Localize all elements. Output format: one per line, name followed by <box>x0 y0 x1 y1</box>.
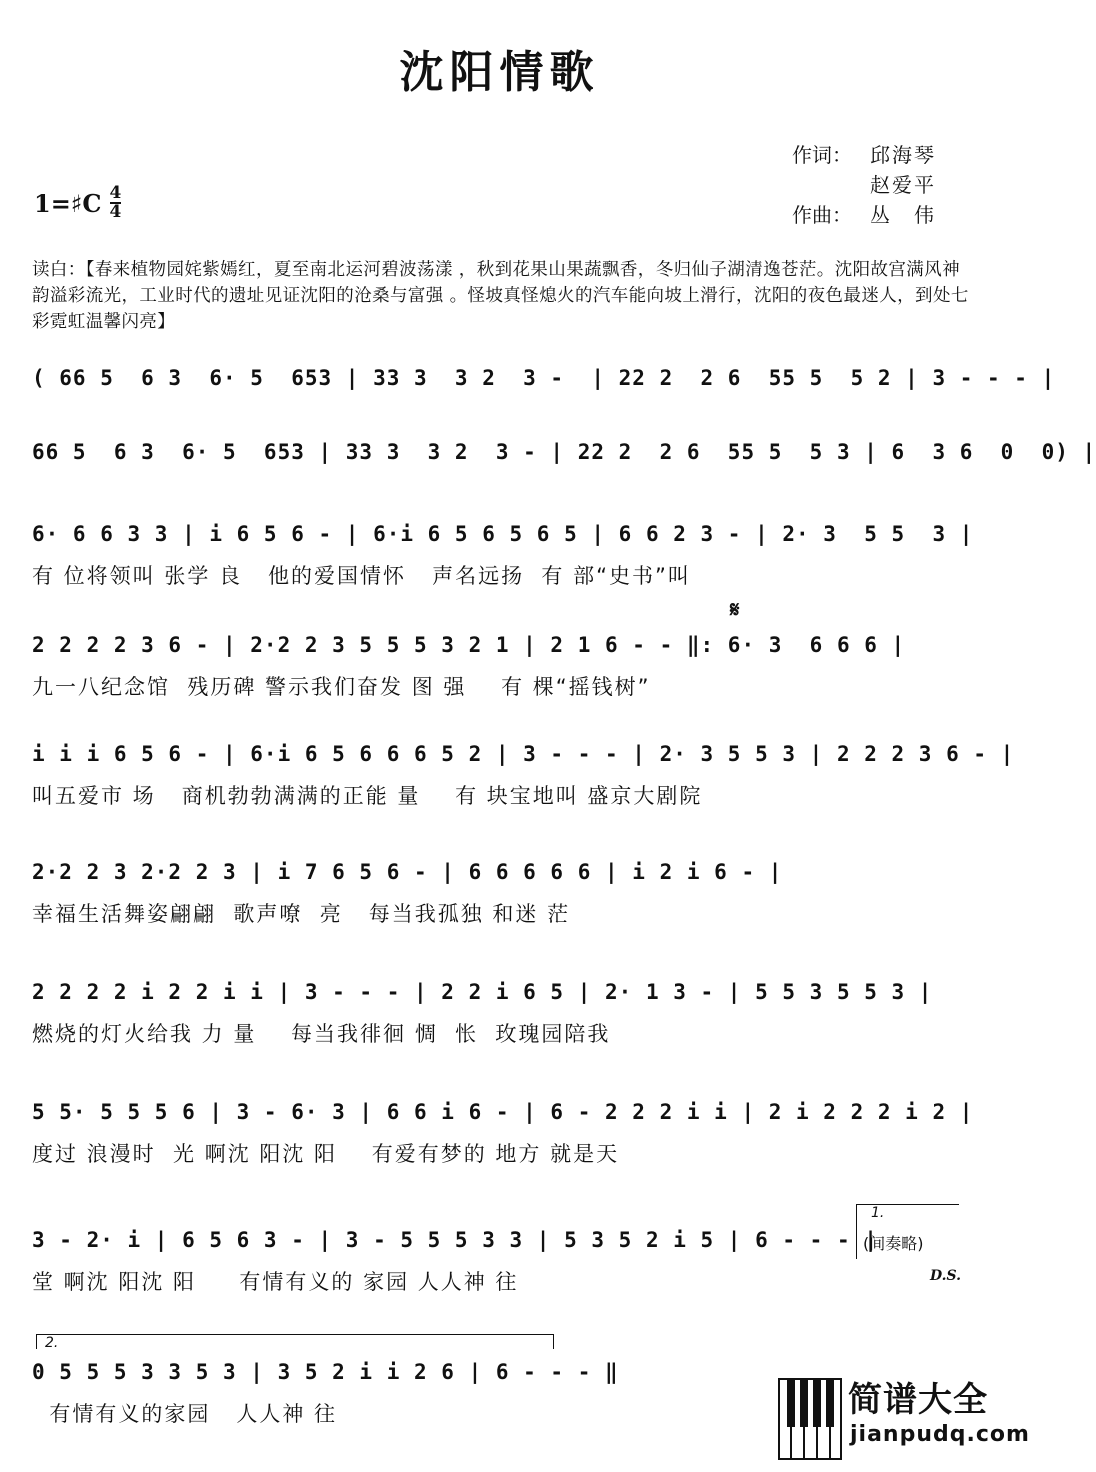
segno-sign: 𝄋 <box>730 598 740 623</box>
notation: 0 5 5 5 3 3 5 3 | 3 5 2 i i 2 6 | 6 - - - ‖ <box>32 1360 619 1384</box>
credit-value: 丛 伟 <box>870 203 936 227</box>
key-signature <box>34 185 121 221</box>
lyrics: 堂 啊沈 阳沈 阳 有情有义的 家园 人人神 往 <box>32 1270 519 1294</box>
lyrics: 叫五爱市 场 商机勃勃满满的正能 量 有 块宝地叫 盛京大剧院 <box>32 784 703 808</box>
lyrics: 有情有义的家园 人人神 往 <box>32 1402 338 1426</box>
credit-row <box>792 200 936 230</box>
credit-label: 作曲： <box>792 203 852 227</box>
notation: ( 66 5 6 3 6· 5 653 | 33 3 3 2 3 - | 22 2 2 6 55 5 5 2 | 3 - - - | <box>32 366 1056 390</box>
watermark-url: jianpudq.com <box>850 1422 1030 1447</box>
piano-keys-icon <box>778 1378 842 1460</box>
dal-segno-mark: D.S. <box>930 1268 962 1284</box>
notation: 2 2 2 2 i 2 2 i i | 3 - - - | 2 2 i 6 5 | 2· 1 3 - | 5 5 3 5 5 3 | <box>32 980 933 1004</box>
watermark-name: 简谱大全 <box>848 1380 988 1420</box>
notation: 66 5 6 3 6· 5 653 | 33 3 3 2 3 - | 22 2 2 6 55 5 5 3 | 6 3 6 0 0) | <box>32 440 1096 464</box>
second-ending-bracket <box>36 1334 554 1349</box>
score-title: 沈阳情歌 <box>399 47 600 98</box>
notation: 5 5· 5 5 5 6 | 3 - 6· 3 | 6 6 i 6 - | 6 - 2 2 2 i i | 2 i 2 2 2 i 2 | <box>32 1100 974 1124</box>
score-line-4 <box>32 633 967 701</box>
lyrics: 九一八纪念馆 残历碑 警示我们奋发 图 强 有 棵“摇钱树” <box>32 675 651 699</box>
score-line-9 <box>32 1228 967 1296</box>
score-line-2 <box>32 440 1096 478</box>
score-line-7 <box>32 980 967 1048</box>
interlude-omitted-label: (间奏略) <box>863 1234 924 1253</box>
credit-label <box>792 170 870 200</box>
notation: 2·2 2 3 2·2 2 3 | i 7 6 5 6 - | 6 6 6 6 6 | i 2 i 6 - | <box>32 860 783 884</box>
notation: i i i 6 5 6 - | 6·i 6 5 6 6 6 5 2 | 3 - - - | 2· 3 5 5 3 | 2 2 2 3 6 - | <box>32 742 1015 766</box>
credit-value: 赵爱平 <box>870 173 936 197</box>
first-ending-bracket <box>856 1204 959 1259</box>
score-line-10 <box>32 1360 619 1428</box>
recitation-text: 读白：【春来植物园姹紫嫣红，夏至南北运河碧波荡漾 ，秋到花果山果蔬飘香，冬归仙子湖清逸苍茫。沈阳故宫满风神韵溢彩流光，工业时代的遗址见证沈阳的沧桑与富强 。怪坡真怪熄火的汽车能向坡上滑行，沈阳的夜色最迷人，到处七彩霓虹温馨闪亮】 <box>32 260 969 332</box>
notation: 6· 6 6 3 3 | i 6 5 6 - | 6·i 6 5 6 5 6 5 | 6 6 2 3 - | 2· 3 5 5 3 | <box>32 522 974 546</box>
score-line-3 <box>32 522 974 590</box>
notation: 3 - 2· i | 6 5 6 3 - | 3 - 5 5 5 3 3 | 5 3 5 2 i 5 | 6 - - - | <box>32 1228 878 1252</box>
credit-value: 邱海琴 <box>870 143 936 167</box>
score-line-8 <box>32 1100 974 1168</box>
watermark-logo <box>778 1372 1030 1464</box>
credit-row <box>792 140 936 170</box>
score-line-6 <box>32 860 967 928</box>
key-label: 1=♯C <box>34 188 102 218</box>
second-ending-number: 2. <box>45 1335 59 1351</box>
lyrics: 有 位将领叫 张学 良 他的爱国情怀 声名远扬 有 部“史书”叫 <box>32 564 691 588</box>
first-ending-number: 1. <box>871 1205 885 1221</box>
score-line-1 <box>32 366 1056 404</box>
time-denominator: 4 <box>109 202 122 222</box>
credit-row <box>792 170 936 200</box>
time-numerator: 4 <box>109 183 122 203</box>
lyrics: 度过 浪漫时 光 啊沈 阳沈 阳 有爱有梦的 地方 就是天 <box>32 1142 620 1166</box>
notation: 2 2 2 2 3 6 - | 2·2 2 3 5 5 5 3 2 1 | 2 1 6 - - ‖: 6· 3 6 6 6 | <box>32 633 906 657</box>
lyrics: 幸福生活舞姿翩翩 歌声嘹 亮 每当我孤独 和迷 茫 <box>32 902 571 926</box>
credit-label: 作词： <box>792 143 852 167</box>
time-signature <box>110 185 122 221</box>
lyrics: 燃烧的灯火给我 力 量 每当我徘徊 惆 怅 玫瑰园陪我 <box>32 1022 611 1046</box>
score-line-5 <box>32 742 1015 810</box>
credits <box>792 140 936 230</box>
